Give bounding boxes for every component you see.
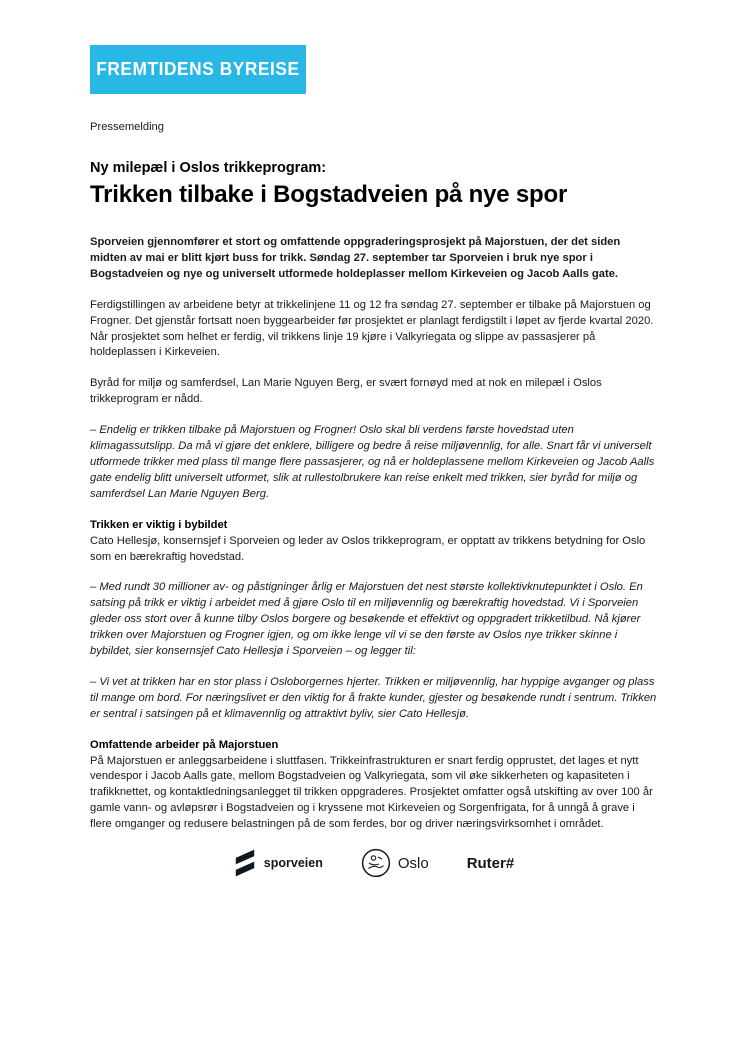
sporveien-label: sporveien: [263, 856, 323, 871]
document-type-label: Pressemelding: [90, 121, 164, 133]
lead-paragraph: Sporveien gjennomfører et stort og omfattende oppgraderingsprosjekt på Majorstuen, der det siden midten av mai er blitt kjørt buss for trikk. Søndag 27. september tar Sporveien i bruk nye spor i Bogstadveien og nye og universelt utformede holdeplasser mellom Kirkeveien og Jacob Aalls gate.: [90, 236, 621, 280]
ruter-label: Ruter#: [466, 854, 515, 872]
ruter-logo: [467, 855, 515, 872]
fremtidens-byreise-logo-text: FREMTIDENS BYREISE: [96, 59, 300, 79]
page-title: Trikken tilbake i Bogstadveien på nye spor: [90, 181, 568, 208]
sporveien-s-icon: [233, 849, 257, 877]
fremtidens-byreise-logo: [90, 45, 306, 94]
paragraph-byrad-intro: Byråd for miljø og samferdsel, Lan Marie Nguyen Berg, er svært fornøyd med at nok en milepæl i Oslos trikkeprogram er nådd.: [90, 377, 602, 406]
oslo-label: Oslo: [397, 854, 429, 872]
sporveien-logo: [233, 849, 323, 877]
subheading-omfattende-arbeider: Omfattende arbeider på Majorstuen: [90, 738, 279, 751]
oslo-logo: [361, 848, 429, 878]
quote-cato-hellesjo-1: – Med rundt 30 millioner av- og påstigninger årlig er Majorstuen det nest største kollektivknutepunktet i Oslo. En satsing på trikk er viktig i arbeidet med å gjøre Oslo til en miljøvennlig og bærekraftig hovedstad. Vi i Sporveien gleder oss stort over å kunne tilby Oslos borgere og besøkende et effektivt og oppgradert trikketilbud. Nå kjører trikken over Majorstuen og Frogner igjen, og om ikke lenge vil vi se den første av Oslos nye trikker skinne i bybildet, sier konsernsjef Cato Hellesjø i Sporveien – og legger til:: [90, 581, 643, 658]
quote-cato-hellesjo-2: – Vi vet at trikken har en stor plass i Osloborgernes hjerter. Trikken er miljøvennlig, har hyppige avganger og plass til mange om bord. For næringslivet er den viktig for å frakte kunder, gjester og besøkende rundt i sentrum. Trikken er sentral i satsingen på et klimavennlig og attraktivt byliv, sier Cato Hellesjø.: [90, 675, 657, 720]
subheading-trikken-viktig: Trikken er viktig i bybildet: [90, 518, 228, 531]
paragraph-majorstuen-arbeider: På Majorstuen er anleggsarbeidene i sluttfasen. Trikkeinfrastrukturen er snart ferdig opprustet, det lages et nytt vendespor i Jacob Aalls gate, mellom Bogstadveien og Valkyriegata, som vil øke sikkerheten og kapasiteten i trafikknettet, og kontaktledningsanlegget til trikken oppgraderes. Prosjektet omfatter også utskifting av over 100 år gamle vann- og avløpsrør i Bogstadveien og i kryssene mot Kirkeveien og Sorgenfrigata, for å unngå å grave i flere omganger og redusere belastningen på de som ferdes, bor og driver næringsvirksomhet i området.: [90, 754, 653, 831]
footer-logos: [90, 848, 657, 878]
kicker-heading: Ny milepæl i Oslos trikkeprogram:: [90, 160, 327, 176]
oslo-seal-icon: [361, 848, 391, 878]
quote-lan-marie-berg: – Endelig er trikken tilbake på Majorstuen og Frogner! Oslo skal bli verdens første hovedstad uten klimagassutslipp. Da må vi gjøre det enklere, billigere og bedre å reise miljøvennlig, for alle. Snart får vi universelt utformede trikker med plass til mange flere passasjerer, og nå er holdeplassene mellom Kirkeveien og Jacob Aalls gate endelig blitt universelt utformet, slik at rullestolbrukere kan reise enkelt med trikken, sier byråd for miljø og samferdsel Lan Marie Nguyen Berg.: [90, 424, 655, 500]
paragraph-finish-status: Ferdigstillingen av arbeidene betyr at trikkelinjene 11 og 12 fra søndag 27. september er tilbake på Majorstuen og Frogner. Det gjenstår fortsatt noen byggearbeider før prosjektet er planlagt ferdigstilt i løpet av fjerde kvartal 2020. Når prosjektet som helhet er ferdig, vil trikkens linje 19 kjøre i Valkyriegata og slippe av passasjerer på holdeplassen i Kirkeveien.: [90, 298, 654, 359]
paragraph-cato-intro: Cato Hellesjø, konsernsjef i Sporveien og leder av Oslos trikkeprogram, er opptatt av trikkens betydning for Oslo som en bærekraftig hovedstad.: [90, 534, 646, 563]
